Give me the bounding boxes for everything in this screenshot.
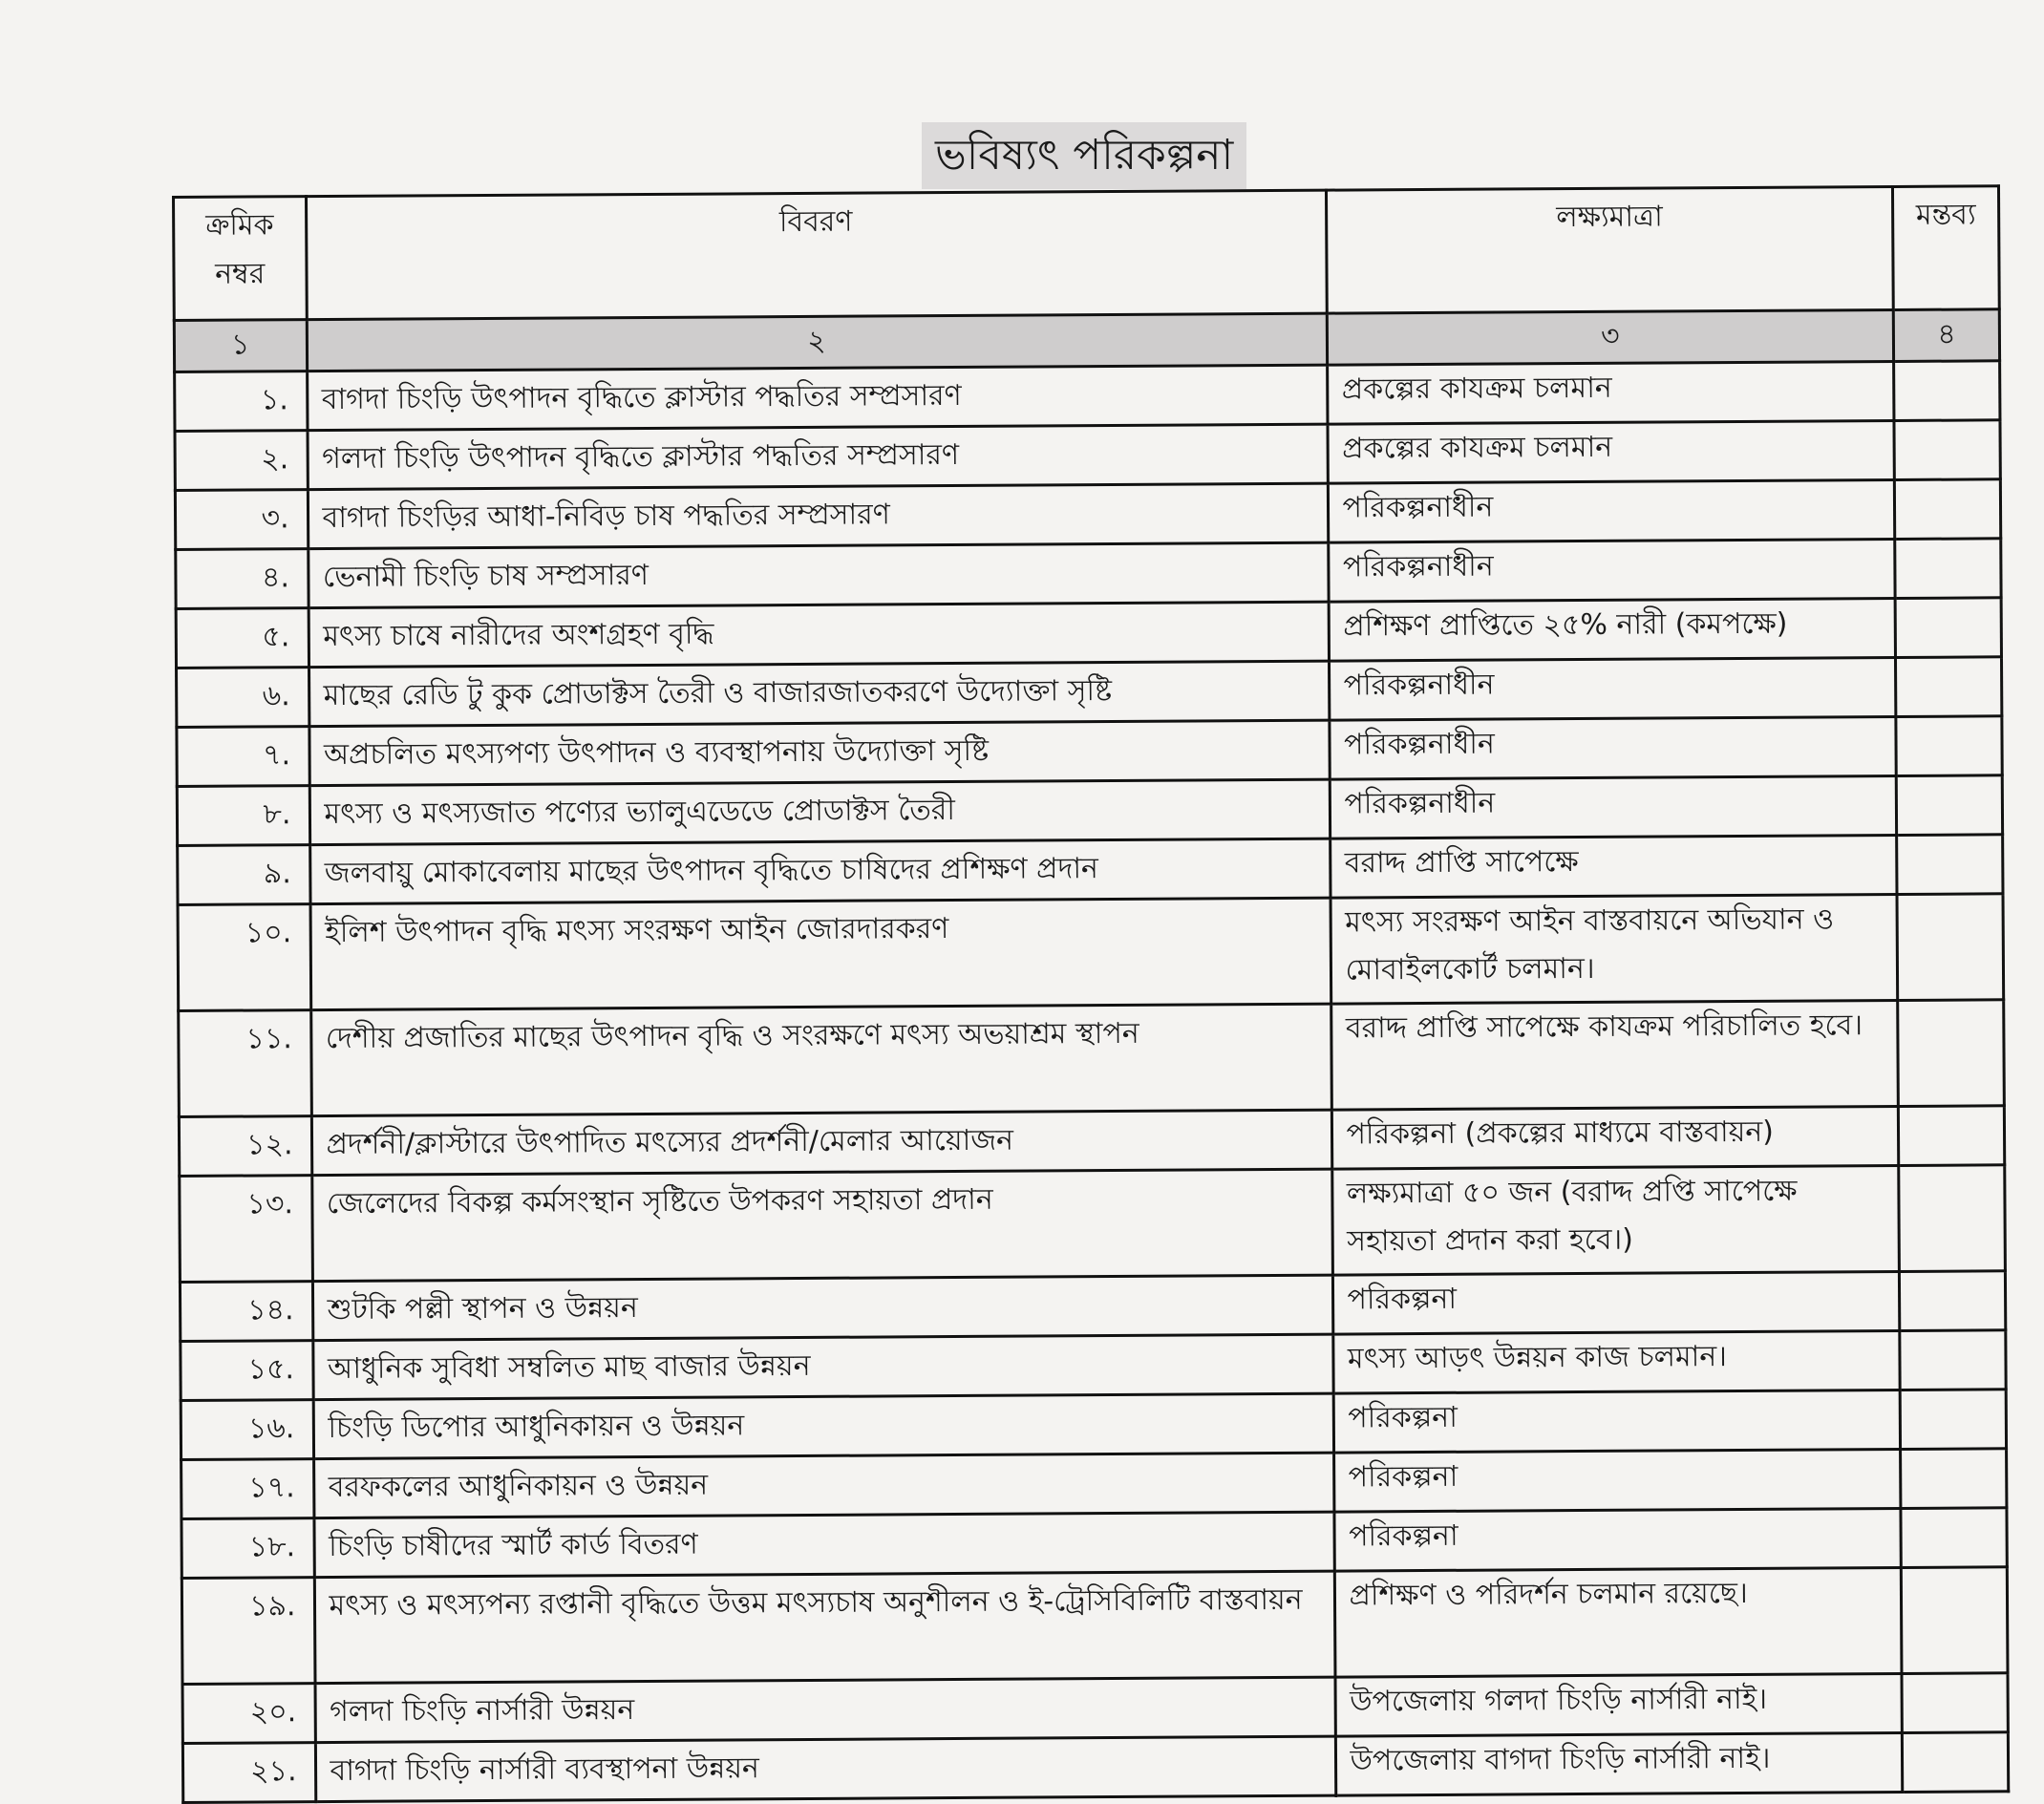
remarks-cell <box>1903 1732 2009 1793</box>
table-row <box>178 894 2004 1011</box>
description-cell: চিংড়ি চাষীদের স্মার্ট কার্ড বিতরণ <box>313 1512 1333 1578</box>
remarks-cell <box>1899 1165 2005 1272</box>
table-row <box>175 479 2000 550</box>
serial-number: ৬. <box>177 668 309 728</box>
target-cell: উপজেলায় বাগদা চিংড়ি নার্সারী নাই। <box>1335 1732 1903 1795</box>
serial-number: ১১. <box>179 1010 311 1117</box>
remarks-cell <box>1896 775 2002 836</box>
table-row <box>177 775 2002 846</box>
remarks-cell <box>1896 657 2002 717</box>
target-cell: প্রকল্পের কাযক্রম চলমান <box>1328 420 1895 483</box>
table-row <box>181 1449 2007 1519</box>
table-row <box>182 1732 2008 1803</box>
remarks-cell <box>1894 420 2000 480</box>
table-row <box>181 1508 2007 1579</box>
remarks-cell <box>1896 716 2002 776</box>
target-cell: প্রশিক্ষণ ও পরিদর্শন চলমান রয়েছে। <box>1334 1567 1902 1677</box>
description-cell: বাগদা চিংড়ি উৎপাদন বৃদ্ধিতে ক্লাস্টার পদ্ধতির সম্প্রসারণ <box>307 365 1327 431</box>
serial-number: ৪. <box>176 549 309 609</box>
target-cell: পরিকল্পনাধীন <box>1328 539 1895 602</box>
table-row <box>178 835 2003 905</box>
table-row <box>177 657 2002 728</box>
table-row <box>175 420 2000 491</box>
target-cell: পরিকল্পনাধীন <box>1329 716 1896 779</box>
remarks-cell <box>1902 1673 2008 1733</box>
description-cell: গলদা চিংড়ি উৎপাদন বৃদ্ধিতে ক্লাস্টার পদ্ধতির সম্প্রসারণ <box>308 424 1328 490</box>
serial-number: ১৬. <box>181 1400 313 1460</box>
future-plan-table <box>172 184 2010 1804</box>
remarks-cell <box>1899 1106 2005 1166</box>
remarks-cell <box>1898 1000 2004 1107</box>
description-cell: বরফকলের আধুনিকায়ন ও উন্নয়ন <box>313 1453 1333 1518</box>
serial-number: ১৪. <box>180 1282 312 1342</box>
description-cell: ইলিশ উৎপাদন বৃদ্ধি মৎস্য সংরক্ষণ আইন জোরদারকরণ <box>310 898 1331 1010</box>
table-row <box>180 1165 2006 1283</box>
column-number: ৩ <box>1327 309 1894 365</box>
target-cell: বরাদ্দ প্রাপ্তি সাপেক্ষে কাযক্রম পরিচালিত হবে। <box>1331 1000 1898 1110</box>
target-cell: বরাদ্দ প্রাপ্তি সাপেক্ষে <box>1330 835 1897 898</box>
remarks-cell <box>1895 598 2001 658</box>
description-cell: আধুনিক সুবিধা সম্বলিত মাছ বাজার উন্নয়ন <box>312 1334 1332 1400</box>
description-cell: প্রদর্শনী/ক্লাস্টারে উৎপাদিত মৎস্যের প্রদর্শনী/মেলার আয়োজন <box>311 1110 1331 1176</box>
header-description: বিবরণ <box>306 190 1327 320</box>
remarks-cell <box>1894 361 2000 421</box>
table-row <box>176 539 2001 609</box>
serial-number: ১০. <box>178 904 310 1011</box>
remarks-cell <box>1897 894 2003 1001</box>
remarks-cell <box>1895 539 2001 599</box>
target-cell: মৎস্য আড়ৎ উন্নয়ন কাজ চলমান। <box>1332 1330 1900 1393</box>
serial-number: ১২. <box>179 1116 311 1177</box>
target-cell: পরিকল্পনা <box>1333 1508 1901 1571</box>
table-row <box>175 361 2000 432</box>
target-cell: উপজেলায় গলদা চিংড়ি নার্সারী নাই। <box>1335 1673 1903 1736</box>
header-row <box>174 186 2000 321</box>
serial-number: ৮. <box>177 786 309 846</box>
table-row <box>181 1390 2006 1460</box>
serial-number: ৯. <box>178 845 310 905</box>
serial-number: ১৭. <box>181 1459 314 1519</box>
serial-number: ২১. <box>182 1743 315 1803</box>
target-cell: পরিকল্পনা (প্রকল্পের মাধ্যমে বাস্তবায়ন) <box>1331 1106 1899 1169</box>
header-remarks: মন্তব্য <box>1893 186 2000 310</box>
description-cell: মৎস্য ও মৎস্যপন্য রপ্তানী বৃদ্ধিতে উত্তম মৎস্যচাষ অনুশীলন ও ই-ট্রেসিবিলিটি বাস্তবায়ন <box>314 1571 1335 1684</box>
description-cell: মাছের রেডি টু কুক প্রোডাক্টস তৈরী ও বাজারজাতকরণে উদ্যোক্তা সৃষ্টি <box>309 661 1329 727</box>
remarks-cell <box>1895 479 2001 540</box>
remarks-cell <box>1902 1567 2008 1674</box>
description-cell: গলদা চিংড়ি নার্সারী উন্নয়ন <box>315 1677 1335 1743</box>
remarks-cell <box>1900 1330 2006 1390</box>
header-target: লক্ষ্যমাত্রা <box>1326 186 1893 313</box>
target-cell: পরিকল্পনা <box>1333 1390 1901 1453</box>
serial-number: ১৫. <box>181 1341 313 1401</box>
serial-number: ১৩. <box>180 1176 312 1283</box>
target-cell: পরিকল্পনা <box>1333 1449 1901 1512</box>
table-row <box>181 1330 2006 1401</box>
serial-number: ৩. <box>175 490 308 550</box>
serial-number: ১. <box>175 371 308 432</box>
description-cell: মৎস্য চাষে নারীদের অংশগ্রহণ বৃদ্ধি <box>309 602 1329 668</box>
description-cell: দেশীয় প্রজাতির মাছের উৎপাদন বৃদ্ধি ও সংরক্ষণে মৎস্য অভয়াশ্রম স্থাপন <box>310 1004 1331 1116</box>
target-cell: মৎস্য সংরক্ষণ আইন বাস্তবায়নে অভিযান ও মোবাইলকোর্ট চলমান। <box>1331 894 1898 1004</box>
table-row <box>180 1271 2005 1342</box>
column-number: ৪ <box>1893 309 1999 362</box>
serial-number: ২. <box>175 431 308 491</box>
target-cell: পরিকল্পনাধীন <box>1329 657 1896 720</box>
remarks-cell <box>1901 1508 2007 1568</box>
description-cell: মৎস্য ও মৎস্যজাত পণ্যের ভ্যালুএডেডে প্রোডাক্টস তৈরী <box>309 779 1330 845</box>
description-cell: জলবায়ু মোকাবেলায় মাছের উৎপাদন বৃদ্ধিতে চাষিদের প্রশিক্ষণ প্রদান <box>309 838 1330 904</box>
serial-number: ৭. <box>177 727 309 787</box>
target-cell: প্রকল্পের কাযক্রম চলমান <box>1327 361 1894 424</box>
remarks-cell <box>1901 1449 2007 1509</box>
target-cell: পরিকল্পনাধীন <box>1330 775 1897 838</box>
remarks-cell <box>1900 1271 2006 1331</box>
target-cell: লক্ষ্যমাত্রা ৫০ জন (বরাদ্দ প্রপ্তি সাপেক্ষে সহায়তা প্রদান করা হবে।) <box>1331 1165 1899 1275</box>
description-cell: ভেনামী চিংড়ি চাষ সম্প্রসারণ <box>308 542 1328 608</box>
description-cell: চিংড়ি ডিপোর আধুনিকায়ন ও উন্নয়ন <box>313 1393 1333 1459</box>
description-cell: শুটকি পল্লী স্থাপন ও উন্নয়ন <box>312 1275 1332 1341</box>
column-number: ১ <box>174 320 307 372</box>
target-cell: পরিকল্পনা <box>1332 1271 1900 1334</box>
header-serial: ক্রমিক নম্বর <box>174 197 307 321</box>
table-row <box>176 598 2001 669</box>
page-title: ভবিষ্যৎ পরিকল্পনা <box>922 122 1246 189</box>
table-row <box>181 1567 2008 1685</box>
target-cell: পরিকল্পনাধীন <box>1328 479 1895 542</box>
description-cell: বাগদা চিংড়ি নার্সারী ব্যবস্থাপনা উন্নয়ন <box>315 1736 1335 1802</box>
serial-number: ১৯. <box>181 1578 314 1685</box>
remarks-cell <box>1900 1390 2006 1450</box>
description-cell: অপ্রচলিত মৎস্যপণ্য উৎপাদন ও ব্যবস্থাপনায় উদ্যোক্তা সৃষ্টি <box>309 720 1329 786</box>
table-row <box>179 1106 2004 1177</box>
remarks-cell <box>1897 835 2003 895</box>
serial-number: ২০. <box>182 1684 315 1744</box>
serial-number: ১৮. <box>181 1518 314 1579</box>
description-cell: বাগদা চিংড়ির আধা-নিবিড় চাষ পদ্ধতির সম্প্রসারণ <box>308 483 1328 549</box>
table-row <box>182 1673 2008 1744</box>
table-row <box>177 716 2002 787</box>
target-cell: প্রশিক্ষণ প্রাপ্তিতে ২৫% নারী (কমপক্ষে) <box>1329 598 1896 661</box>
serial-number: ৫. <box>176 608 309 669</box>
table-row <box>179 1000 2005 1117</box>
description-cell: জেলেদের বিকল্প কর্মসংস্থান সৃষ্টিতে উপকরণ সহায়তা প্রদান <box>311 1169 1332 1282</box>
column-number: ২ <box>307 313 1327 371</box>
